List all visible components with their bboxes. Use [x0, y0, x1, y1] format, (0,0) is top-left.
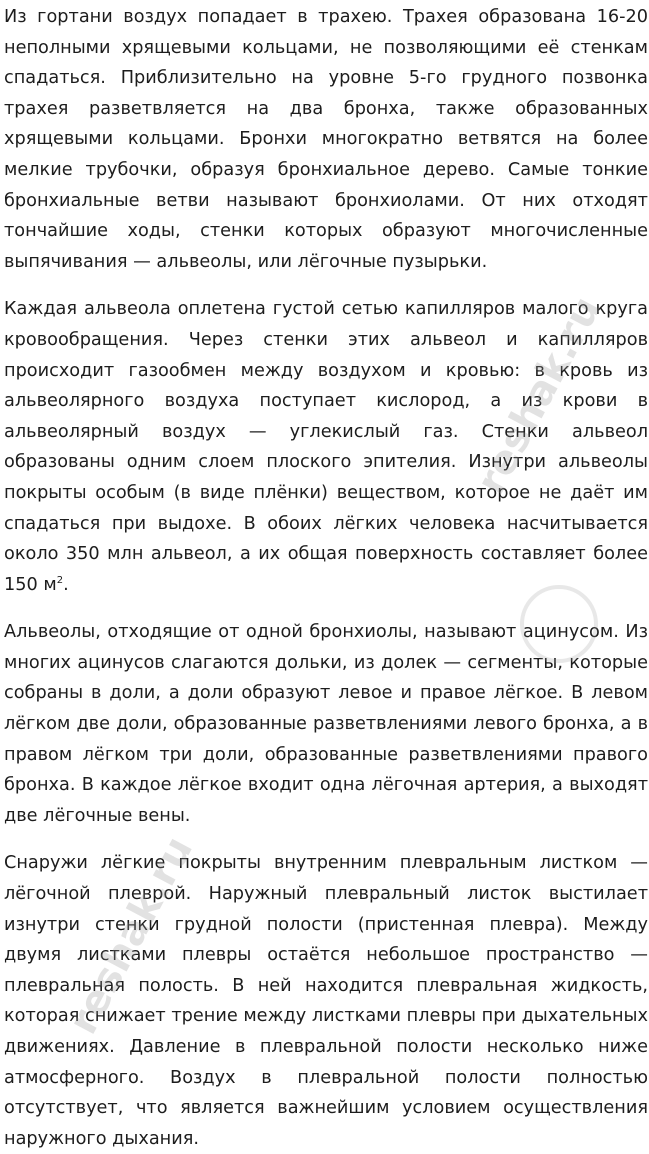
paragraph-acinus-lobes: Альвеолы, отходящие от одной бронхиолы, называют ацинусом. Из многих ацинусов слагаются дольки, из долек — сегменты, которые собраны в доли, а доли образуют левое и правое лёгкое. В левом лёгком две доли, образованные разветвлениями левого бронха, а в правом лёгком три доли, образованные разветвлениями правого бронха. В каждое лёгкое входит одна лёгочная артерия, а выходят две лёгочные вены. [4, 622, 648, 826]
paragraph-alveoli-end: . [63, 574, 69, 595]
watermark-text: reshak.ru [468, 289, 611, 502]
watermark-text-secondary: reshak.ru [60, 829, 203, 1042]
square-exponent: 2 [56, 574, 64, 586]
paragraph-pleura: Снаружи лёгкие покрыты внутренним плевральным листком — лёгочной плеврой. Наружный плевральный листок выстилает изнутри стенки грудной полости (пристенная плевра). Между двумя листками плевры остаётся небольшое пространство — плевральная полость. В ней находится плевральная жидкость, которая снижает трение между листками плевры при дыхательных движениях. Давление в плевральной полости несколько ниже атмосферного. Воздух в плевральной полости полностью отсутствует, что является важнейшим условием осуществления наружного дыхания. [4, 853, 648, 1149]
paragraph-trachea-bronchi: Из гортани воздух попадает в трахею. Трахея образована 16-20 неполными хрящевыми кольцами, не позволяющими её стенкам спадаться. Приблизительно на уровне 5-го грудного позвонка трахея разветвляется на два бронха, также образованных хрящевыми кольцами. Бронхи многократно ветвятся на более мелкие трубочки, образуя бронхиальное дерево. Самые тонкие бронхиальные ветви называют бронхиолами. От них отходят тончайшие ходы, стенки которых образуют многочисленные выпячивания — альвеолы, или лёгочные пузырьки. [4, 7, 648, 272]
paragraph-alveoli-text: Каждая альвеола оплетена густой сетью капилляров малого круга кровообращения. Через стенки этих альвеол и капилляров происходит газообмен между воздухом и кровью: в кровь из альвеолярного воздуха поступает кислород, а из крови в альвеолярный воздух — углекислый газ. Стенки альвеол образованы одним слоем плоского эпителия. Изнутри альвеолы покрыты особым (в виде плёнки) веществом, которое не даёт им спадаться при выдохе. В обоих лёгких человека насчитывается около 350 млн альвеол, а их общая поверхность составляет более 150 м [4, 299, 648, 595]
paragraph-alveoli-gas-exchange [4, 294, 648, 600]
